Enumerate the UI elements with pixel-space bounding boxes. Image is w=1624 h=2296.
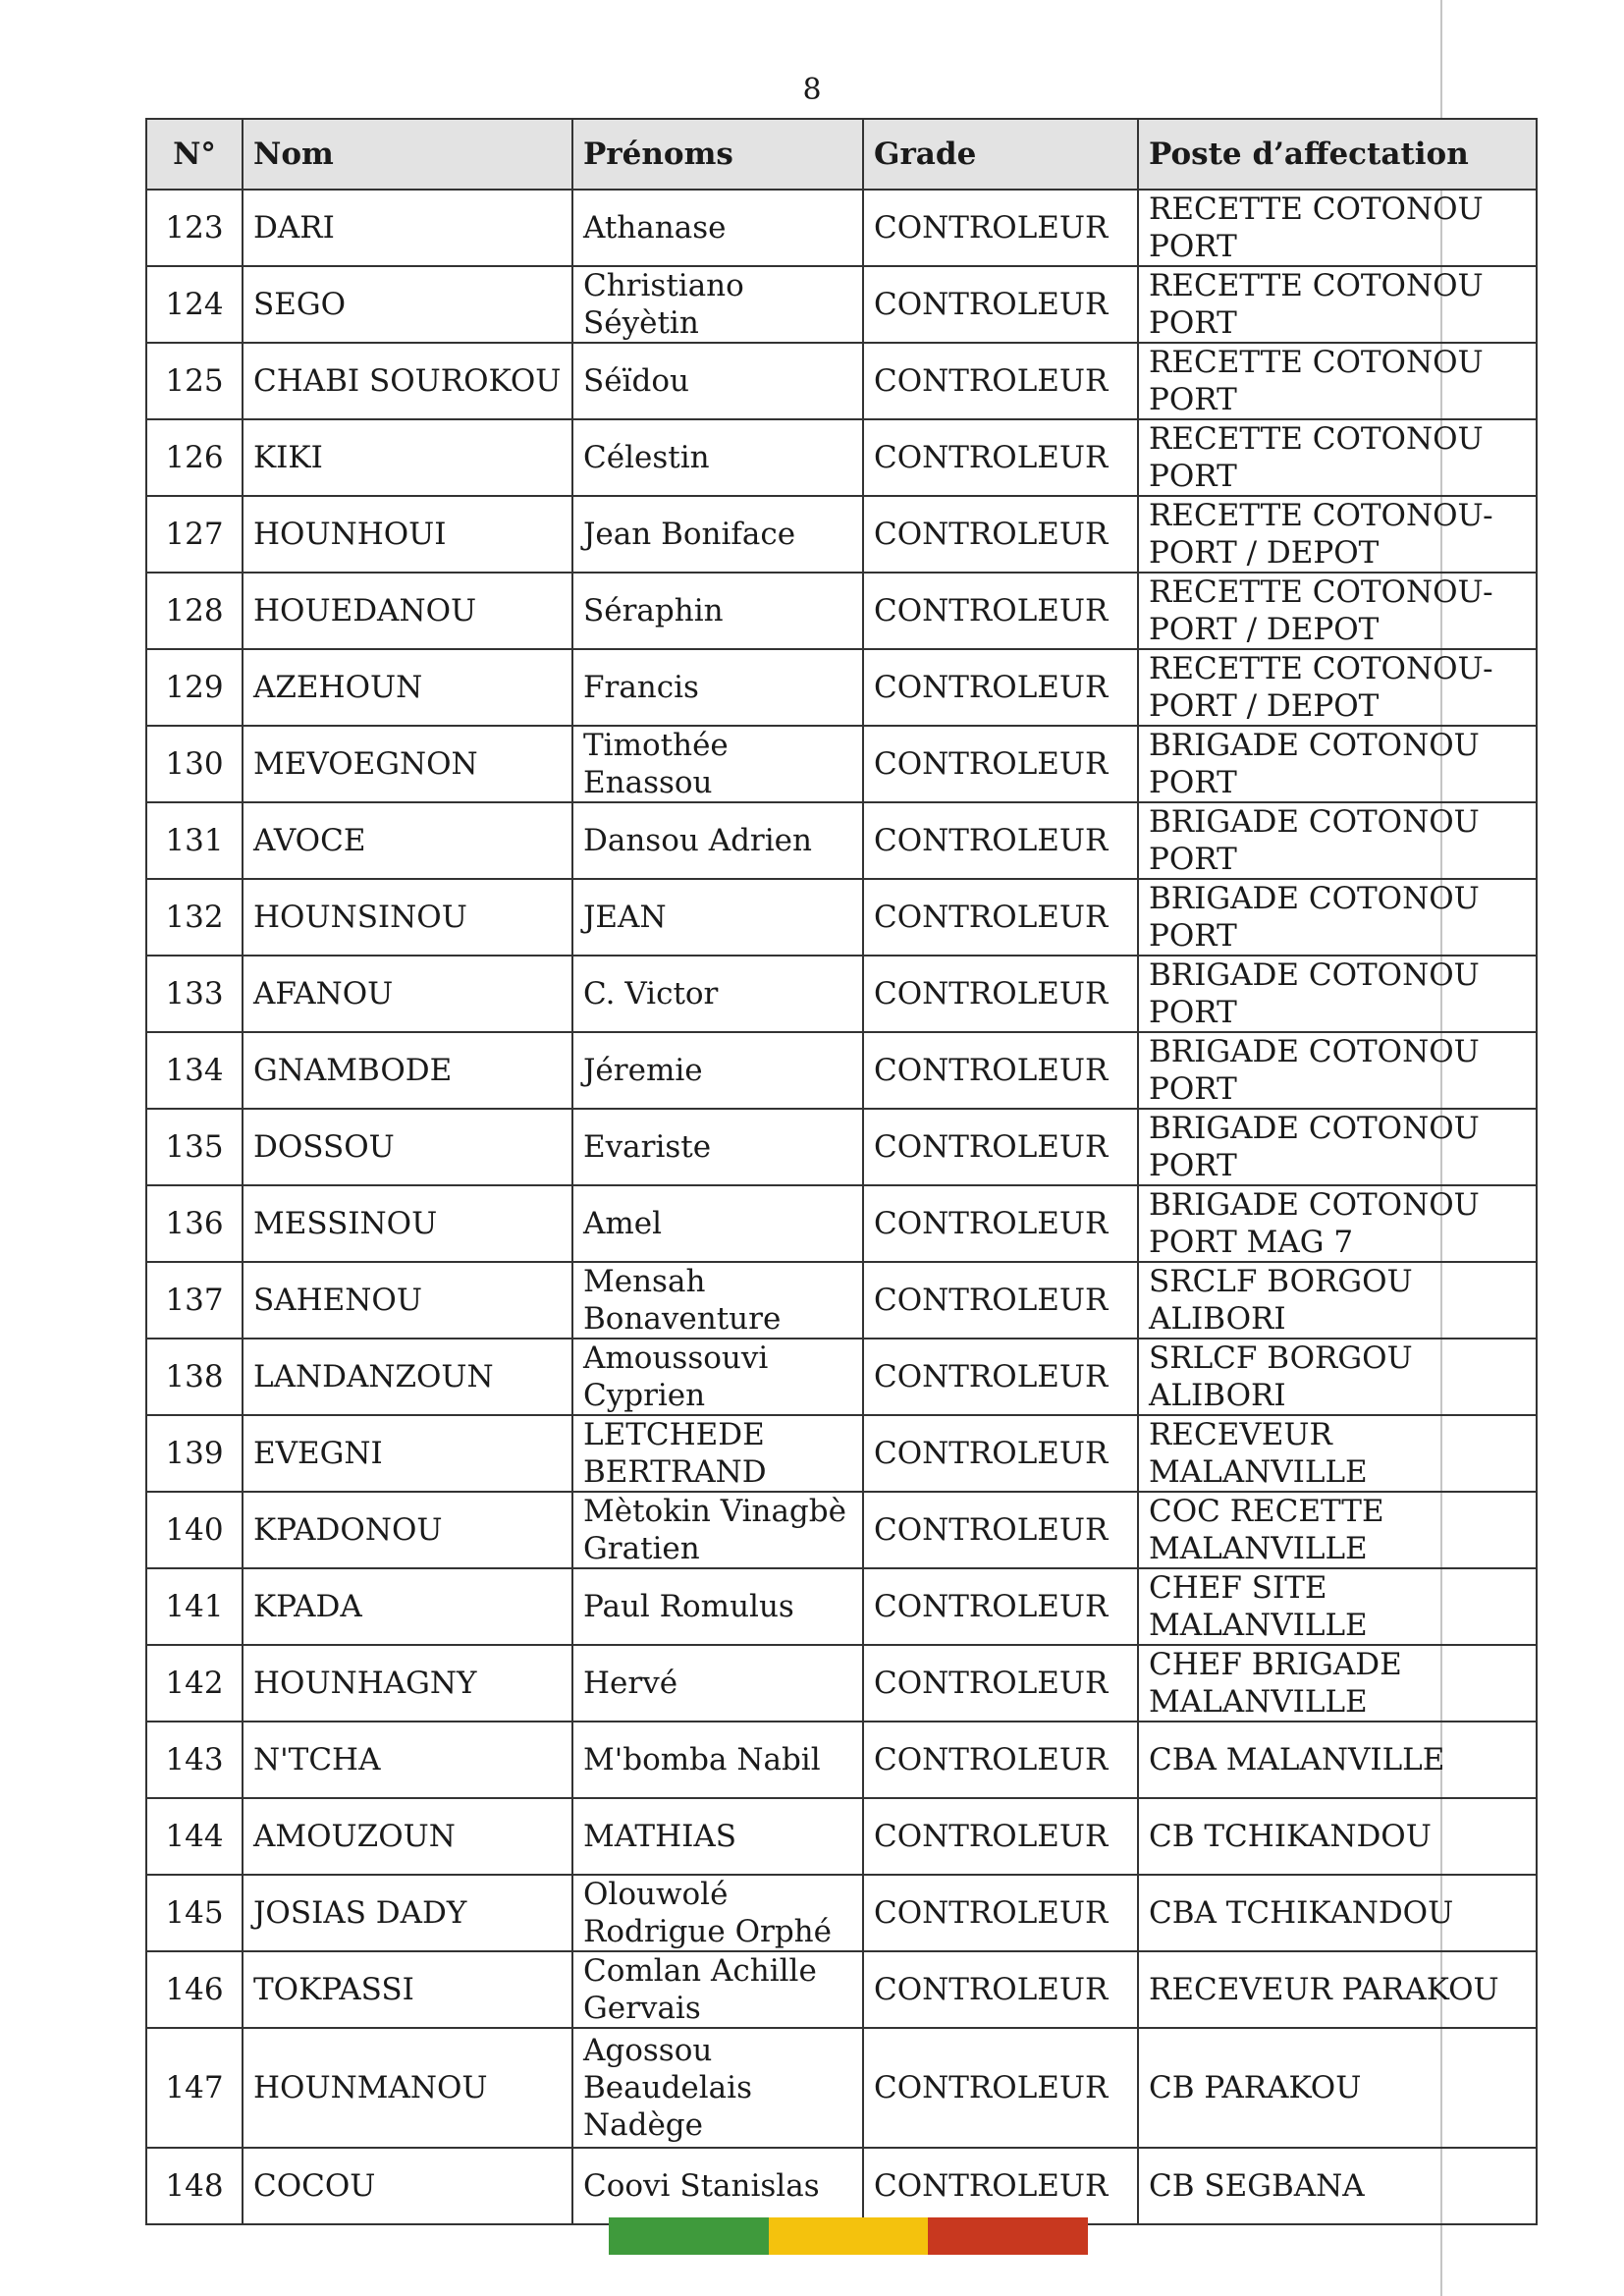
cell-nom: HOUEDANOU bbox=[243, 573, 572, 649]
cell-nom: DOSSOU bbox=[243, 1109, 572, 1185]
cell-prenoms: Evariste bbox=[572, 1109, 863, 1185]
cell-grade: CONTROLEUR bbox=[863, 1339, 1138, 1415]
cell-num: 139 bbox=[146, 1415, 243, 1492]
table-header-row bbox=[146, 119, 1537, 190]
cell-num: 140 bbox=[146, 1492, 243, 1568]
cell-nom: EVEGNI bbox=[243, 1415, 572, 1492]
table-row bbox=[146, 726, 1537, 802]
cell-grade: CONTROLEUR bbox=[863, 726, 1138, 802]
cell-poste: BRIGADE COTONOU PORT MAG 7 bbox=[1138, 1185, 1537, 1262]
cell-prenoms: Mètokin Vinagbè Gratien bbox=[572, 1492, 863, 1568]
cell-grade: CONTROLEUR bbox=[863, 1415, 1138, 1492]
table-row bbox=[146, 2148, 1537, 2224]
cell-nom: KPADONOU bbox=[243, 1492, 572, 1568]
cell-poste: RECEVEUR PARAKOU bbox=[1138, 1951, 1537, 2028]
flag-red-stripe bbox=[928, 2217, 1088, 2255]
cell-poste: RECETTE COTONOU-PORT / DEPOT bbox=[1138, 573, 1537, 649]
cell-poste: RECETTE COTONOU PORT bbox=[1138, 266, 1537, 343]
cell-prenoms: Christiano Séyètin bbox=[572, 266, 863, 343]
cell-nom: N'TCHA bbox=[243, 1722, 572, 1798]
header-grade: Grade bbox=[863, 119, 1138, 190]
table-row bbox=[146, 1032, 1537, 1109]
cell-num: 148 bbox=[146, 2148, 243, 2224]
cell-prenoms: Séraphin bbox=[572, 573, 863, 649]
cell-poste: CHEF BRIGADE MALANVILLE bbox=[1138, 1645, 1537, 1722]
table-row bbox=[146, 1645, 1537, 1722]
table-row bbox=[146, 419, 1537, 496]
cell-poste: BRIGADE COTONOU PORT bbox=[1138, 802, 1537, 879]
personnel-table bbox=[145, 118, 1538, 2225]
cell-poste: RECETTE COTONOU-PORT / DEPOT bbox=[1138, 649, 1537, 726]
cell-prenoms: Paul Romulus bbox=[572, 1568, 863, 1645]
cell-grade: CONTROLEUR bbox=[863, 1722, 1138, 1798]
cell-nom: AFANOU bbox=[243, 956, 572, 1032]
cell-prenoms: Agossou Beaudelais Nadège bbox=[572, 2028, 863, 2148]
header-nom: Nom bbox=[243, 119, 572, 190]
cell-poste: CB SEGBANA bbox=[1138, 2148, 1537, 2224]
cell-grade: CONTROLEUR bbox=[863, 419, 1138, 496]
cell-num: 136 bbox=[146, 1185, 243, 1262]
table-row bbox=[146, 1951, 1537, 2028]
cell-num: 143 bbox=[146, 1722, 243, 1798]
cell-nom: LANDANZOUN bbox=[243, 1339, 572, 1415]
cell-prenoms: Athanase bbox=[572, 190, 863, 266]
cell-num: 129 bbox=[146, 649, 243, 726]
table-row bbox=[146, 1492, 1537, 1568]
cell-grade: CONTROLEUR bbox=[863, 190, 1138, 266]
cell-num: 124 bbox=[146, 266, 243, 343]
cell-num: 144 bbox=[146, 1798, 243, 1875]
page-number: 8 bbox=[802, 73, 822, 107]
header-prenoms: Prénoms bbox=[572, 119, 863, 190]
cell-prenoms: C. Victor bbox=[572, 956, 863, 1032]
cell-num: 146 bbox=[146, 1951, 243, 2028]
cell-grade: CONTROLEUR bbox=[863, 2028, 1138, 2148]
table-row bbox=[146, 1798, 1537, 1875]
cell-nom: HOUNSINOU bbox=[243, 879, 572, 956]
table-row bbox=[146, 1109, 1537, 1185]
table-row bbox=[146, 1875, 1537, 1951]
table-row bbox=[146, 1185, 1537, 1262]
cell-num: 130 bbox=[146, 726, 243, 802]
table-row bbox=[146, 496, 1537, 573]
flag-green-stripe bbox=[609, 2217, 769, 2255]
cell-grade: CONTROLEUR bbox=[863, 2148, 1138, 2224]
cell-prenoms: Timothée Enassou bbox=[572, 726, 863, 802]
cell-prenoms: JEAN bbox=[572, 879, 863, 956]
cell-prenoms: Hervé bbox=[572, 1645, 863, 1722]
cell-grade: CONTROLEUR bbox=[863, 1032, 1138, 1109]
cell-prenoms: Amel bbox=[572, 1185, 863, 1262]
header-poste: Poste d’affectation bbox=[1138, 119, 1537, 190]
cell-num: 135 bbox=[146, 1109, 243, 1185]
cell-nom: HOUNHAGNY bbox=[243, 1645, 572, 1722]
cell-grade: CONTROLEUR bbox=[863, 1109, 1138, 1185]
cell-prenoms: Comlan Achille Gervais bbox=[572, 1951, 863, 2028]
cell-nom: KIKI bbox=[243, 419, 572, 496]
cell-num: 132 bbox=[146, 879, 243, 956]
cell-grade: CONTROLEUR bbox=[863, 1645, 1138, 1722]
cell-poste: CB TCHIKANDOU bbox=[1138, 1798, 1537, 1875]
cell-num: 125 bbox=[146, 343, 243, 419]
cell-prenoms: Dansou Adrien bbox=[572, 802, 863, 879]
cell-nom: AMOUZOUN bbox=[243, 1798, 572, 1875]
cell-num: 131 bbox=[146, 802, 243, 879]
cell-grade: CONTROLEUR bbox=[863, 343, 1138, 419]
cell-poste: CB PARAKOU bbox=[1138, 2028, 1537, 2148]
cell-num: 142 bbox=[146, 1645, 243, 1722]
cell-grade: CONTROLEUR bbox=[863, 496, 1138, 573]
cell-num: 147 bbox=[146, 2028, 243, 2148]
cell-poste: SRLCF BORGOU ALIBORI bbox=[1138, 1339, 1537, 1415]
cell-poste: BRIGADE COTONOU PORT bbox=[1138, 956, 1537, 1032]
cell-num: 133 bbox=[146, 956, 243, 1032]
cell-prenoms: Célestin bbox=[572, 419, 863, 496]
cell-grade: CONTROLEUR bbox=[863, 956, 1138, 1032]
cell-poste: RECEVEUR MALANVILLE bbox=[1138, 1415, 1537, 1492]
table-row bbox=[146, 802, 1537, 879]
national-flag-band bbox=[609, 2217, 1088, 2255]
cell-poste: CBA TCHIKANDOU bbox=[1138, 1875, 1537, 1951]
header-num: N° bbox=[146, 119, 243, 190]
cell-nom: HOUNHOUI bbox=[243, 496, 572, 573]
cell-nom: TOKPASSI bbox=[243, 1951, 572, 2028]
cell-grade: CONTROLEUR bbox=[863, 649, 1138, 726]
cell-nom: GNAMBODE bbox=[243, 1032, 572, 1109]
cell-nom: SEGO bbox=[243, 266, 572, 343]
table-row bbox=[146, 573, 1537, 649]
table-row bbox=[146, 1568, 1537, 1645]
cell-num: 127 bbox=[146, 496, 243, 573]
cell-poste: COC RECETTE MALANVILLE bbox=[1138, 1492, 1537, 1568]
cell-num: 128 bbox=[146, 573, 243, 649]
table-row bbox=[146, 266, 1537, 343]
cell-grade: CONTROLEUR bbox=[863, 879, 1138, 956]
cell-prenoms: LETCHEDE BERTRAND bbox=[572, 1415, 863, 1492]
cell-nom: JOSIAS DADY bbox=[243, 1875, 572, 1951]
cell-poste: BRIGADE COTONOU PORT bbox=[1138, 1032, 1537, 1109]
cell-grade: CONTROLEUR bbox=[863, 1262, 1138, 1339]
cell-num: 134 bbox=[146, 1032, 243, 1109]
cell-grade: CONTROLEUR bbox=[863, 1492, 1138, 1568]
cell-grade: CONTROLEUR bbox=[863, 1875, 1138, 1951]
cell-grade: CONTROLEUR bbox=[863, 266, 1138, 343]
cell-nom: KPADA bbox=[243, 1568, 572, 1645]
cell-nom: CHABI SOUROKOU bbox=[243, 343, 572, 419]
cell-nom: DARI bbox=[243, 190, 572, 266]
table-row bbox=[146, 1415, 1537, 1492]
cell-nom: AVOCE bbox=[243, 802, 572, 879]
cell-prenoms: Francis bbox=[572, 649, 863, 726]
cell-nom: HOUNMANOU bbox=[243, 2028, 572, 2148]
cell-nom: SAHENOU bbox=[243, 1262, 572, 1339]
cell-grade: CONTROLEUR bbox=[863, 1568, 1138, 1645]
cell-num: 145 bbox=[146, 1875, 243, 1951]
cell-poste: CBA MALANVILLE bbox=[1138, 1722, 1537, 1798]
cell-num: 123 bbox=[146, 190, 243, 266]
cell-prenoms: Jéremie bbox=[572, 1032, 863, 1109]
cell-grade: CONTROLEUR bbox=[863, 1951, 1138, 2028]
cell-num: 141 bbox=[146, 1568, 243, 1645]
cell-poste: BRIGADE COTONOU PORT bbox=[1138, 726, 1537, 802]
flag-yellow-stripe bbox=[769, 2217, 929, 2255]
cell-poste: CHEF SITE MALANVILLE bbox=[1138, 1568, 1537, 1645]
cell-prenoms: Olouwolé Rodrigue Orphé bbox=[572, 1875, 863, 1951]
cell-nom: AZEHOUN bbox=[243, 649, 572, 726]
cell-prenoms: Jean Boniface bbox=[572, 496, 863, 573]
table-row bbox=[146, 2028, 1537, 2148]
cell-prenoms: Amoussouvi Cyprien bbox=[572, 1339, 863, 1415]
cell-prenoms: Mensah Bonaventure bbox=[572, 1262, 863, 1339]
cell-nom: MESSINOU bbox=[243, 1185, 572, 1262]
cell-grade: CONTROLEUR bbox=[863, 573, 1138, 649]
cell-num: 138 bbox=[146, 1339, 243, 1415]
cell-nom: MEVOEGNON bbox=[243, 726, 572, 802]
cell-poste: RECETTE COTONOU PORT bbox=[1138, 190, 1537, 266]
cell-poste: RECETTE COTONOU PORT bbox=[1138, 419, 1537, 496]
table-row bbox=[146, 1722, 1537, 1798]
cell-poste: BRIGADE COTONOU PORT bbox=[1138, 1109, 1537, 1185]
table-row bbox=[146, 649, 1537, 726]
cell-prenoms: Séïdou bbox=[572, 343, 863, 419]
cell-prenoms: MATHIAS bbox=[572, 1798, 863, 1875]
table-row bbox=[146, 343, 1537, 419]
table-row bbox=[146, 190, 1537, 266]
cell-poste: RECETTE COTONOU-PORT / DEPOT bbox=[1138, 496, 1537, 573]
table-row bbox=[146, 956, 1537, 1032]
cell-prenoms: M'bomba Nabil bbox=[572, 1722, 863, 1798]
cell-grade: CONTROLEUR bbox=[863, 802, 1138, 879]
cell-grade: CONTROLEUR bbox=[863, 1185, 1138, 1262]
table-row bbox=[146, 1262, 1537, 1339]
cell-nom: COCOU bbox=[243, 2148, 572, 2224]
table-row bbox=[146, 879, 1537, 956]
cell-prenoms: Coovi Stanislas bbox=[572, 2148, 863, 2224]
cell-poste: BRIGADE COTONOU PORT bbox=[1138, 879, 1537, 956]
cell-grade: CONTROLEUR bbox=[863, 1798, 1138, 1875]
cell-poste: SRCLF BORGOU ALIBORI bbox=[1138, 1262, 1537, 1339]
table-row bbox=[146, 1339, 1537, 1415]
cell-num: 137 bbox=[146, 1262, 243, 1339]
cell-poste: RECETTE COTONOU PORT bbox=[1138, 343, 1537, 419]
cell-num: 126 bbox=[146, 419, 243, 496]
